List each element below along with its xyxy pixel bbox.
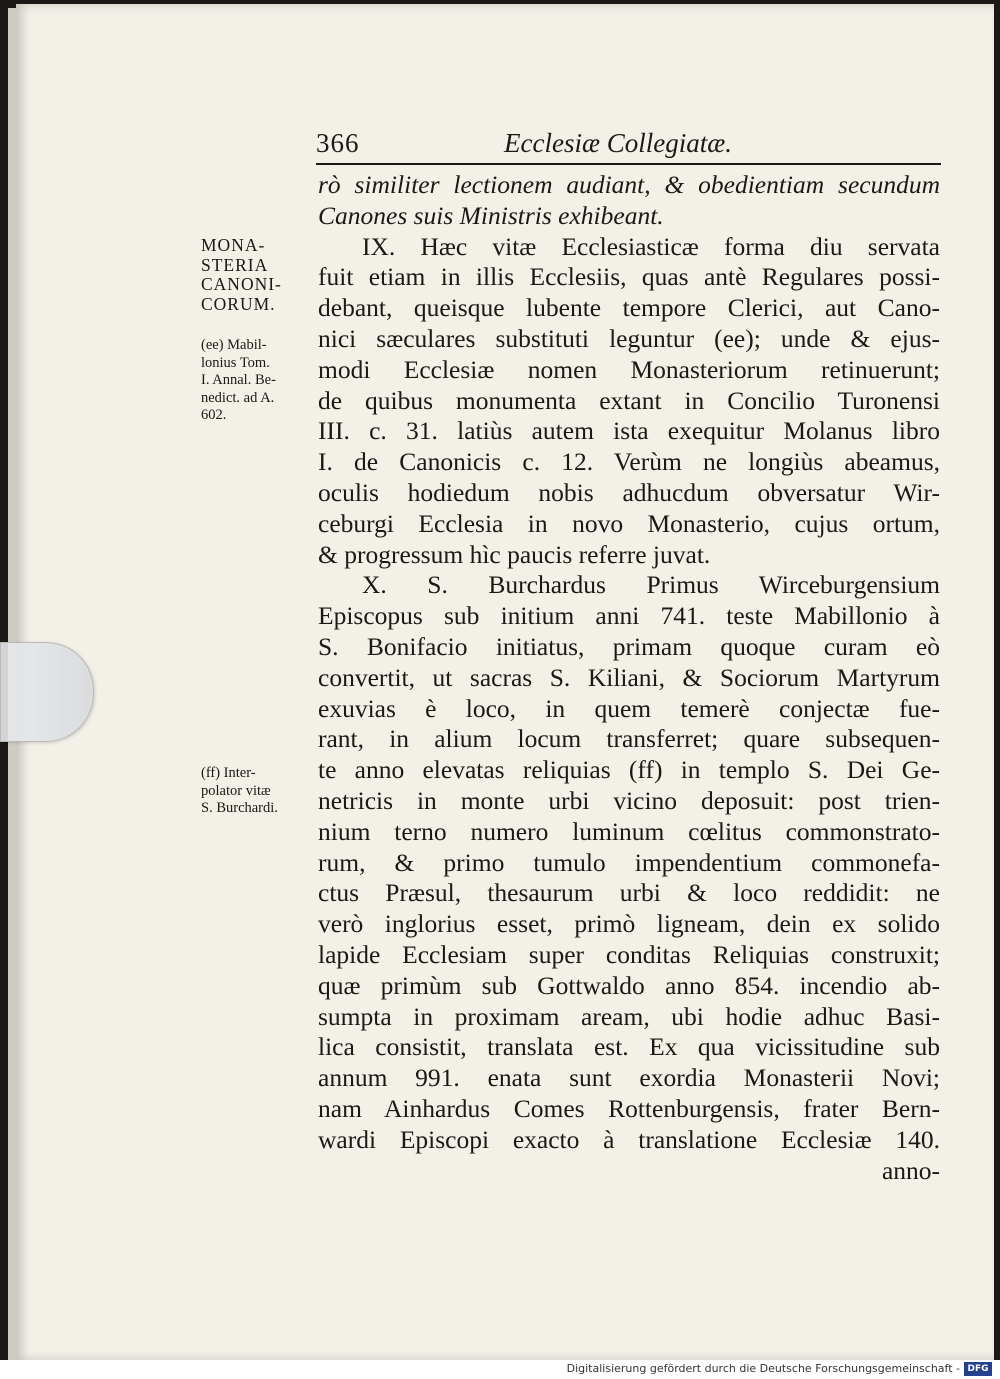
body-line: quæ primùm sub Gottwaldo anno 854. incendio ab- bbox=[318, 970, 940, 1000]
body-line: I. de Canonicis c. 12. Verùm ne longiùs abeamus, bbox=[318, 447, 940, 477]
body-line: te anno elevatas reliquias (ff) in templo S. Dei Ge- bbox=[318, 755, 940, 785]
body-line: Canones suis Ministris exhibeant. bbox=[318, 200, 664, 230]
body-line: ctus Præsul, thesaurum urbi & loco reddidit: ne bbox=[318, 878, 940, 908]
body-line: IX. Hæc vitæ Ecclesiasticæ forma diu servata bbox=[362, 231, 940, 261]
margin-heading-line: MONA- bbox=[201, 235, 266, 255]
body-line: debant, queisque lubente tempore Clerici, aut Cano- bbox=[318, 293, 940, 323]
body-line: de quibus monumenta extant in Concilio Turonensi bbox=[318, 385, 940, 415]
body-line: nium terno numero luminum cœlitus commonstrato- bbox=[318, 816, 940, 846]
page-number: 366 bbox=[316, 128, 360, 158]
margin-note-ff bbox=[201, 765, 278, 818]
margin-note-line: S. Burchardi. bbox=[201, 800, 278, 816]
body-line: nici sæculares substituti leguntur (ee); unde & ejus- bbox=[318, 323, 940, 353]
body-text bbox=[318, 170, 940, 1186]
running-head: Ecclesiæ Collegiatæ. bbox=[504, 128, 732, 158]
margin-heading-line: STERIA bbox=[201, 254, 269, 275]
margin-heading bbox=[201, 236, 282, 314]
body-line: exuvias è loco, in quem temerè conjectæ fue- bbox=[318, 693, 940, 723]
margin-note-line: 602. bbox=[201, 407, 227, 423]
credit-text: Digitalisierung gefördert durch die Deutsche Forschungsgemeinschaft - bbox=[566, 1362, 960, 1375]
body-line: nam Ainhardus Comes Rottenburgensis, frater Bern- bbox=[318, 1093, 940, 1123]
body-line: annum 991. enata sunt exordia Monasterii Novi; bbox=[318, 1063, 940, 1093]
body-line: rant, in alium locum transferret; quare subsequen- bbox=[318, 724, 940, 754]
body-line: oculis hodiedum nobis adhucdum obversatur Wir- bbox=[318, 477, 940, 507]
body-line: rò similiter lectionem audiant, & obedientiam secundum bbox=[318, 170, 940, 199]
body-line: fuit etiam in illis Ecclesiis, quas antè Regulares possi- bbox=[318, 262, 940, 292]
margin-note-line: I. Annal. Be- bbox=[201, 372, 276, 388]
page-header bbox=[316, 124, 944, 162]
margin-note-line: lonius Tom. bbox=[201, 354, 270, 371]
body-line: verò inglorius esset, primò ligneam, dein ex solido bbox=[318, 909, 940, 939]
body-line: & progressum hìc paucis referre juvat. bbox=[318, 539, 711, 569]
page-clip-tab bbox=[0, 642, 94, 742]
digitization-credit bbox=[0, 1360, 1000, 1379]
catchword: anno- bbox=[881, 1155, 940, 1185]
body-line: wardi Episcopi exacto à translatione Ecclesiæ 140. bbox=[318, 1124, 940, 1154]
margin-note-ee bbox=[201, 337, 276, 425]
margin-note-line: (ff) Inter- bbox=[201, 765, 256, 781]
body-line: S. Bonifacio initiatus, primam quoque curam eò bbox=[318, 631, 940, 661]
margin-heading-line: CORUM. bbox=[201, 293, 276, 314]
body-line: rum, & primo tumulo impendentium commonefa- bbox=[318, 847, 940, 877]
body-line: III. c. 31. latiùs autem ista exequitur Molanus libro bbox=[318, 416, 940, 446]
margin-note-line: (ee) Mabil- bbox=[201, 337, 267, 353]
body-line: netricis in monte urbi vicino deposuit: post trien- bbox=[318, 785, 940, 815]
body-line: convertit, ut sacras S. Kiliani, & Sociorum Martyrum bbox=[318, 662, 940, 692]
margin-note-line: polator vitæ bbox=[201, 782, 271, 799]
body-line: sumpta in proximam aream, ubi hodie adhuc Basi- bbox=[318, 1001, 940, 1031]
margin-note-line: nedict. ad A. bbox=[201, 389, 275, 406]
body-line: X. S. Burchardus Primus Wirceburgensium bbox=[362, 570, 940, 600]
body-line: lica consistit, translata est. Ex qua vicissitudine sub bbox=[318, 1032, 940, 1062]
body-line: ceburgi Ecclesia in novo Monasterio, cujus ortum, bbox=[318, 508, 940, 538]
margin-heading-line: CANONI- bbox=[201, 274, 282, 294]
body-line: modi Ecclesiæ nomen Monasteriorum retinuerunt; bbox=[318, 354, 940, 384]
dfg-logo: DFG bbox=[964, 1362, 992, 1376]
body-line: Episcopus sub initium anni 741. teste Mabillonio à bbox=[318, 601, 940, 631]
header-rule bbox=[316, 163, 941, 165]
body-line: lapide Ecclesiam super conditas Reliquias construxit; bbox=[318, 939, 940, 969]
